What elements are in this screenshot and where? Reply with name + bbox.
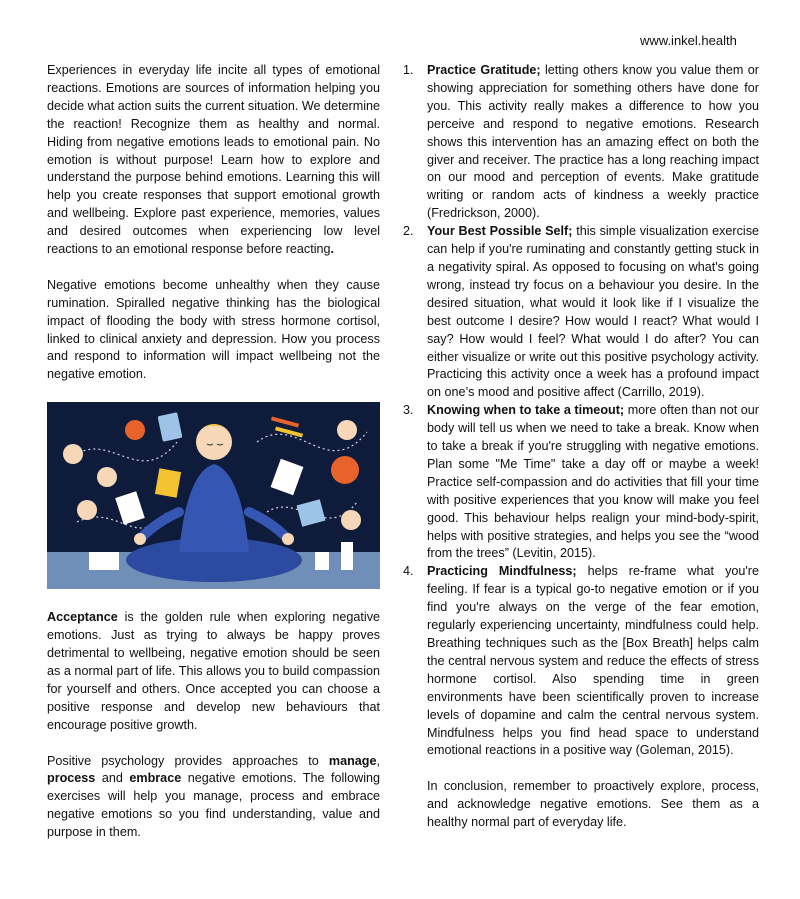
acceptance-text: is the golden rule when exploring negative emotions. Just as trying to always be happy proves detrimental to wellbeing, negative emotion should be seen as a normal part of life. This allows you to build compassion for yourself and others. Once accepted you can choose a positive response and develop new behaviours that encourage positive growth. — [47, 610, 380, 732]
list-number: 3. — [403, 403, 414, 418]
exercise-list — [403, 62, 759, 760]
acceptance-paragraph — [47, 609, 380, 734]
list-item-text: helps re-frame what you're feeling. If fear is a typical go-to negative emotion or if you find you're always on the verge of the fear emotion, regularly experiencing uncertainty, mindfulness could help. Breathing techniques such as the [Box Breath] helps calm the central nervous system and reduce the effects of stress hormone cortisol. Also spending time in green environments have been scientifically proven to increase levels of dopamine and calm the central nervous system. Mindfulness helps you find head space to understand emotional reactions in a positive way (Goleman, 2015). — [427, 564, 759, 758]
pp-keyword-embrace: embrace — [129, 771, 182, 786]
meditation-illustration-svg — [47, 402, 380, 589]
pp-text-a: Positive psychology provides approaches to — [47, 753, 329, 768]
right-column — [403, 62, 759, 832]
pp-keyword-process: process — [47, 771, 96, 786]
list-item-title: Practice Gratitude; — [427, 63, 541, 77]
list-number: 2. — [403, 224, 414, 239]
pp-keyword-manage: manage — [328, 753, 377, 768]
list-item-text: letting others know you value them or showing appreciation for something others have done for you. This activity really makes a difference to how you perceive and respond to negative emotions. Research shows this intervention has an amazing effect on both the giver and receiver. The practice has a long reaching impact on our mood and perception of events. Make gratitude writing or random acts of kindness a weekly practice (Fredrickson, 2000). — [427, 63, 760, 221]
list-item-title: Knowing when to take a timeout; — [427, 403, 625, 418]
pp-text-e: negative emotions. The following exercises will help you manage, process and embrace negative emotions so you find understanding, value and purpose in them. — [47, 771, 381, 840]
pp-text-c: , — [376, 753, 380, 768]
website-url: www.inkel.health — [640, 33, 737, 48]
intro-paragraph — [47, 62, 380, 259]
pp-text-d: and — [95, 771, 130, 786]
intro-end: . — [330, 242, 335, 257]
positive-psychology-paragraph — [47, 753, 380, 843]
meditation-illustration — [47, 402, 380, 589]
intro-text: Experiences in everyday life incite all types of emotional reactions. Emotions are sources of information helping you decide what action suits the current situation. We determine the reaction! Recognize them as healthy and normal. Hiding from negative emotions leads to emotional pain. No emotion is without purpose! Learn how to explore and understand the purpose behind emotions. Learning this will help you create responses that support emotional growth and wellbeing. Explore past experience, memories, values and desired outcomes when experiencing low level reactions to an emotional response before reacting — [47, 63, 380, 257]
list-number: 4. — [403, 564, 414, 579]
list-item — [403, 223, 759, 402]
list-item — [403, 563, 759, 760]
list-item-text: more often than not our body will tell us when we need to take a break. Know when to take a break if you're struggling with negative emotions. Plan some "Me Time" take a day off or maybe a week! Practice self-compassion and do activities that fill your time with positive experiences that you know will make you feel good. This behaviour helps realign your mind-body-spirit, helps with positive strategies, and helps you see the “wood from the trees” (Levitin, 2015). — [427, 403, 759, 561]
list-item-text: this simple visualization exercise can help if you're ruminating and constantly getting stuck in a negativity spiral. As opposed to focusing on what's going wrong, instead try focus on a behaviour you desire. In the desired situation, what would it look like if I visualize the best outcome I desire? How would I react? What would I say? How would I feel? What would I do after? You can either visualize or write out this positive psychology activity. Practicing this activity once a week has a profound impact on one’s mood and positive affect (Carrillo, 2019). — [427, 224, 759, 400]
rumination-paragraph: Negative emotions become unhealthy when they cause rumination. Spiralled negative thinking has the biological impact of flooding the body with stress hormone cortisol, linked to clinical anxiety and depression. How you process and respond to information will impact wellbeing not the negative emotion. — [47, 277, 380, 382]
list-item-title: Your Best Possible Self; — [427, 224, 573, 239]
list-number: 1. — [403, 63, 414, 77]
list-item — [403, 62, 759, 223]
conclusion-paragraph: In conclusion, remember to proactively explore, process, and acknowledge negative emotions. See them as a healthy normal part of everyday life. — [427, 779, 759, 830]
list-item-title: Practicing Mindfulness; — [427, 564, 577, 579]
list-item — [403, 402, 759, 563]
acceptance-keyword: Acceptance — [47, 610, 118, 625]
left-column — [47, 62, 380, 842]
